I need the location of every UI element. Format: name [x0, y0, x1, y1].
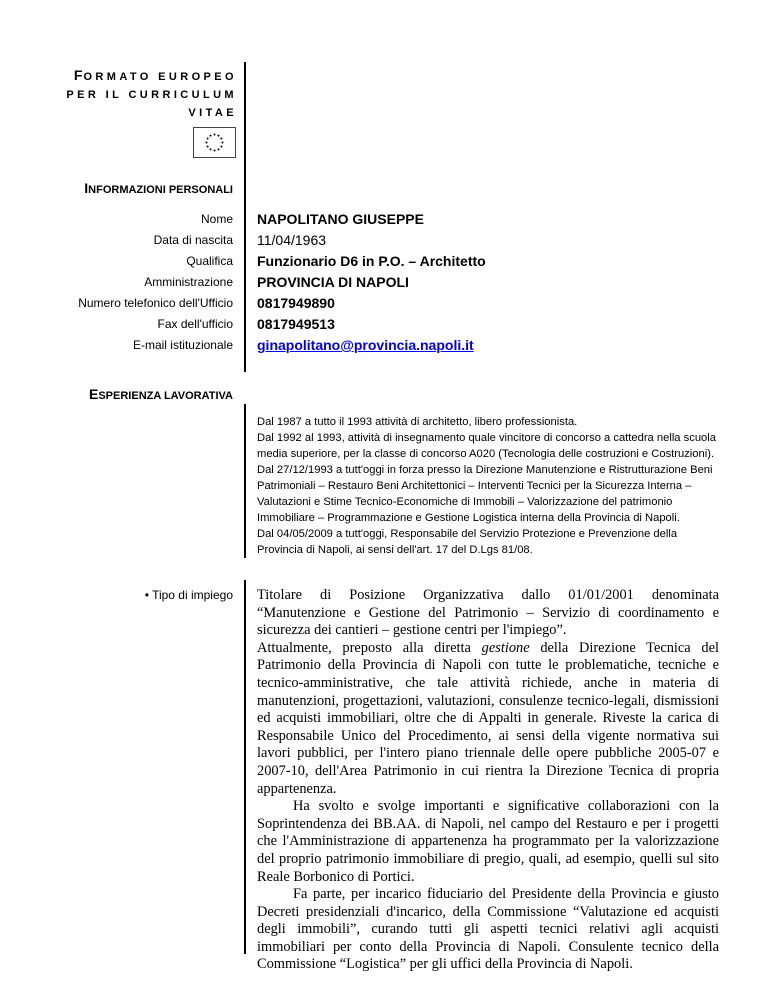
value-phone: 0817949890 [257, 295, 335, 311]
value-amministrazione: PROVINCIA DI NAPOLI [257, 274, 409, 290]
header-line-1 [66, 66, 237, 86]
label-fax: Fax dell'ufficio [157, 317, 233, 331]
tipo-paragraph-2-emphasis: gestione [481, 639, 530, 656]
tipo-paragraph-1: Titolare di Posizione Organizzativa dallo 01/01/2001 denominata “Manutenzione e Gestione del Patrimonio – Servizio di coordinamento e sicurezza dei cantieri – gestione centri per l'impiego”. [257, 587, 719, 639]
value-fax: 0817949513 [257, 316, 335, 332]
label-email: E-mail istituzionale [132, 338, 233, 352]
experience-item: Dal 27/12/1993 a tutt'oggi in forza presso la Direzione Manutenzione e Ristrutturazione Beni Patrimoniali – Restauro Beni Architettonici – Interventi Tecnici per la Sicurezza Interna – Valutazioni e Stime Tecnico-Economiche di Immobili – Valorizzazione del patrimonio Immobiliare – Programmazione e Gestione Logistica interna della Provincia di Napoli. [257, 464, 713, 524]
tipo-paragraph-3: Ha svolto e svolge importanti e significative collaborazioni con la Soprintendenza dei BB.AA. di Napoli, nel campo del Restauro e per i progetti che l'Amministrazione di appartenenza ha programmato per la valorizzazione del proprio patrimonio immobiliare di pregio, quali, ad esempio, quelli sul sito Reale Borbonico di Portici. [257, 798, 719, 885]
label-amministrazione: Amministrazione [144, 275, 233, 289]
value-qualifica: Funzionario D6 in P.O. – Architetto [257, 253, 486, 269]
header-initial: F [73, 67, 84, 83]
tipo-paragraph-2-a: Attualmente, preposto alla diretta [257, 639, 482, 656]
section-title-experience [89, 386, 233, 402]
section-title-personal-text: NFORMAZIONI PERSONALI [88, 184, 233, 196]
experience-item: Dal 1992 al 1993, attività di insegnamento quale vincitore di concorso a cattedra nella scuola media superiore, per la classe di concorso A020 (Tecnologia delle costruzioni e Costruzioni). [257, 432, 716, 460]
section-title-experience-text: SPERIENZA LAVORATIVA [98, 390, 233, 402]
value-birth-date: 11/04/1963 [257, 232, 327, 248]
label-name: Nome [200, 212, 233, 226]
value-email-row [257, 337, 474, 353]
tipo-paragraph-2 [257, 640, 719, 798]
column-divider-bottom [244, 580, 246, 954]
tipo-paragraph-4: Fa parte, per incarico fiduciario del Presidente della Provincia e giusto Decreti presidenziali d'incarico, della Commissione “Valutazione ed acquisti degli immobili”, curando tutti gli aspetti tecnici relativi agli acquisti immobiliari per conto della Provincia di Napoli. Consulente tecnico della Commissione “Logistica” per gli uffici della Provincia di Napoli. [257, 886, 719, 973]
section-title-personal-initial: I [84, 180, 89, 196]
label-birth-date: Data di nascita [153, 233, 233, 247]
column-divider-middle [244, 404, 246, 558]
section-title-personal [84, 180, 233, 196]
section-title-experience-initial: E [89, 386, 99, 402]
header-line-1-text: ORMATO EUROPEO [83, 71, 237, 83]
experience-item: Dal 04/05/2009 a tutt'oggi, Responsabile del Servizio Protezione e Prevenzione della Provincia di Napoli, ai sensi dell'art. 17 del D.Lgs 81/08. [257, 528, 678, 556]
tipo-impiego-text [257, 587, 719, 974]
eu-flag-icon [193, 127, 236, 158]
tipo-paragraph-2-b: della Direzione Tecnica del Patrimonio della Provincia di Napoli con tutte le problematiche, tecniche e tecnico-amministrative, che tale attività richiede, anche in materia di manutenzioni, progettazioni, valutazioni, consulenze tecnico-legali, dismissioni ed acquisti immobiliari, oltre che di Appalti in generale. Riveste la carica di Responsabile Unico del Procedimento, ai sensi della vigente normativa sui lavori pubblici, per l'intero piano triennale delle opere pubbliche 2005-07 e 2007-10, dell'Area Patrimonio in cui rientra la Direzione Tecnica di propria appartenenza. [257, 639, 719, 797]
header-line-3: VITAE [188, 107, 237, 119]
label-phone: Numero telefonico dell'Ufficio [78, 296, 233, 310]
label-tipo-impiego: • Tipo di impiego [144, 588, 233, 602]
experience-list [257, 414, 719, 558]
email-link[interactable]: ginapolitano@provincia.napoli.it [257, 337, 474, 353]
label-qualifica: Qualifica [186, 254, 233, 268]
value-name: NAPOLITANO GIUSEPPE [257, 211, 424, 227]
document-header [66, 66, 237, 122]
column-divider-top [244, 62, 246, 372]
experience-item: Dal 1987 a tutto il 1993 attività di architetto, libero professionista. [257, 416, 578, 428]
header-line-2: PER IL CURRICULUM [66, 89, 237, 101]
